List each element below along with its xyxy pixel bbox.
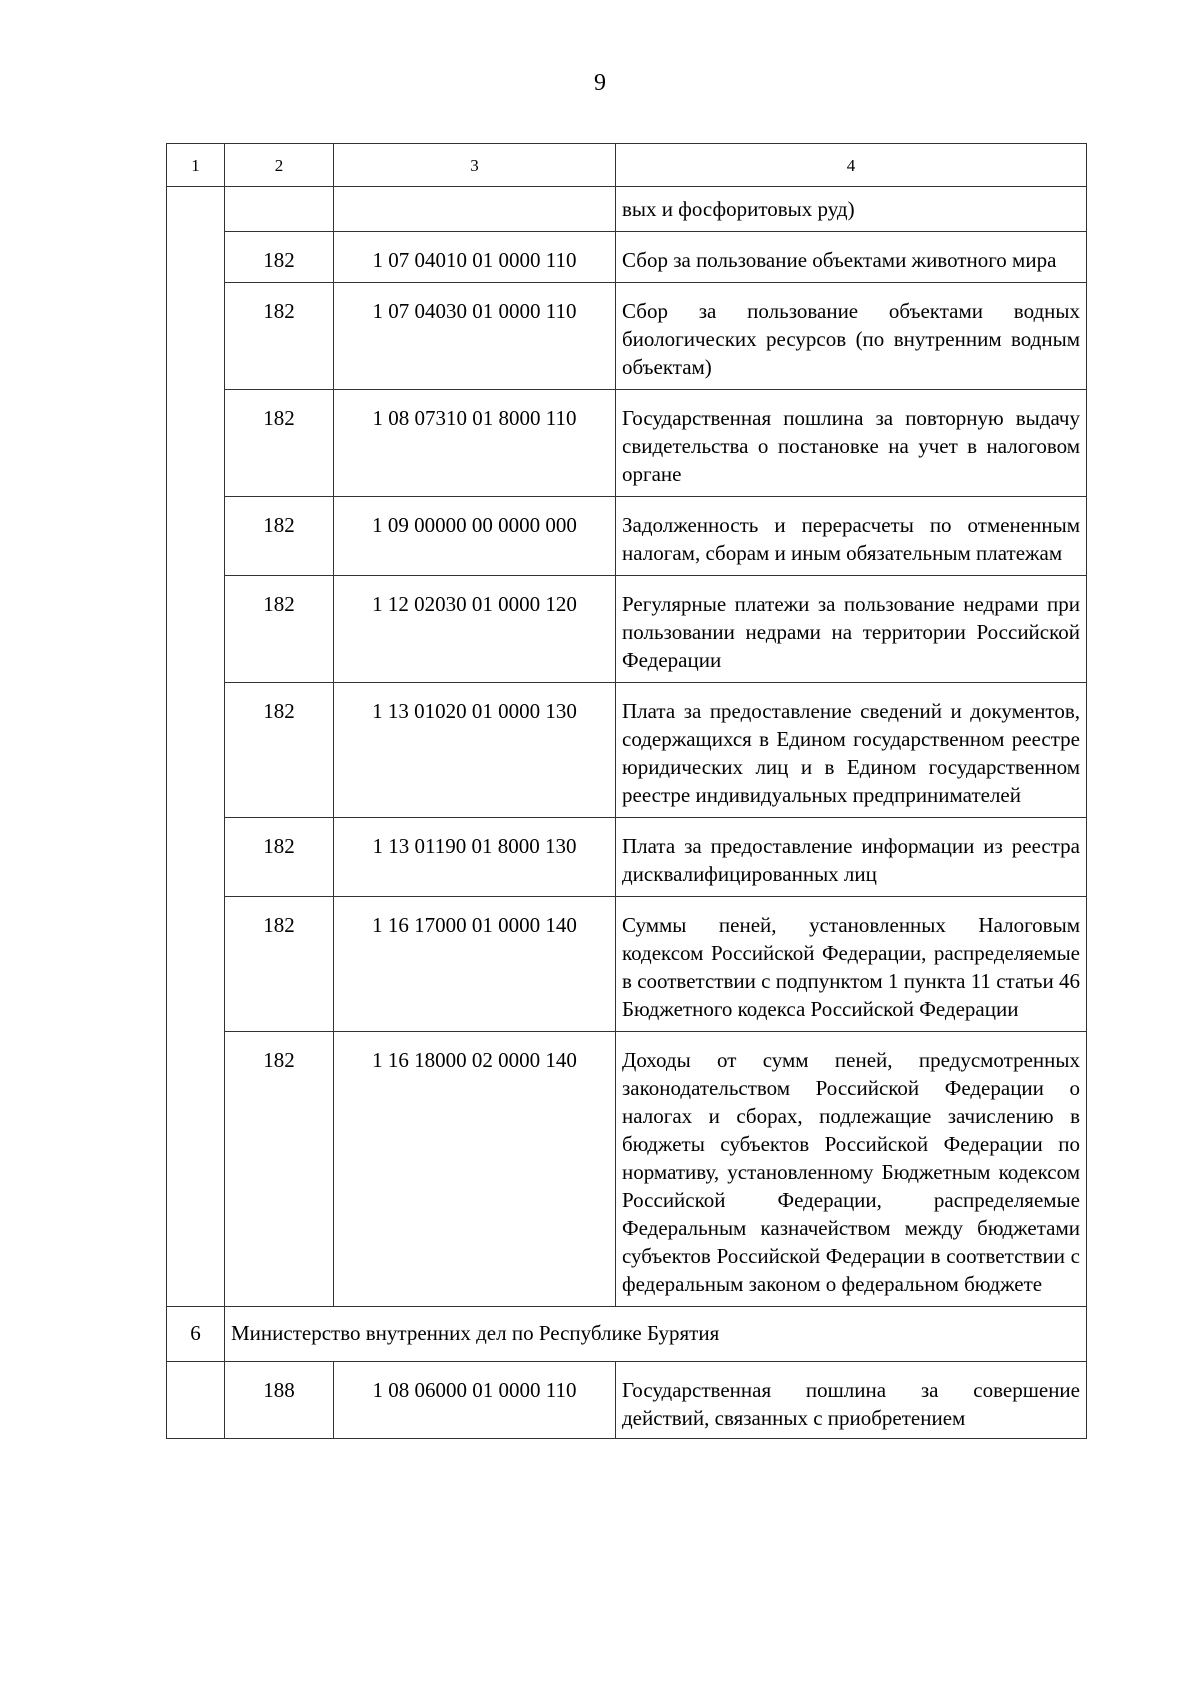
budget-code-cell bbox=[334, 187, 616, 232]
budget-code-cell: 1 12 02030 01 0000 120 bbox=[334, 576, 616, 683]
description-cell: Сбор за пользование объектами водных биологических ресурсов (по внутренним водным объектам) bbox=[616, 283, 1087, 390]
table-row bbox=[167, 497, 1087, 576]
budget-code-cell: 1 07 04010 01 0000 110 bbox=[334, 232, 616, 283]
description-cell: Сбор за пользование объектами животного мира bbox=[616, 232, 1087, 283]
admin-code-cell: 182 bbox=[225, 232, 334, 283]
table-row bbox=[167, 390, 1087, 497]
admin-code-cell: 182 bbox=[225, 1032, 334, 1307]
admin-code-cell: 182 bbox=[225, 576, 334, 683]
group-number-cell bbox=[167, 187, 225, 1307]
admin-code-cell: 182 bbox=[225, 497, 334, 576]
section-row bbox=[167, 1307, 1087, 1362]
admin-code-cell bbox=[225, 187, 334, 232]
table-row bbox=[167, 576, 1087, 683]
budget-code-cell: 1 09 00000 00 0000 000 bbox=[334, 497, 616, 576]
admin-code-cell: 182 bbox=[225, 683, 334, 818]
table-row bbox=[167, 818, 1087, 897]
description-cell: Государственная пошлина за совершение действий, связанных с приобретением bbox=[616, 1362, 1087, 1439]
header-col-1: 1 bbox=[167, 144, 225, 187]
budget-code-cell: 1 08 06000 01 0000 110 bbox=[334, 1362, 616, 1439]
header-col-3: 3 bbox=[334, 144, 616, 187]
budget-code-cell: 1 16 18000 02 0000 140 bbox=[334, 1032, 616, 1307]
table-row bbox=[167, 283, 1087, 390]
table-row bbox=[167, 897, 1087, 1032]
admin-code-cell: 182 bbox=[225, 283, 334, 390]
budget-code-cell: 1 13 01190 01 8000 130 bbox=[334, 818, 616, 897]
table-row bbox=[167, 683, 1087, 818]
table-row bbox=[167, 1362, 1087, 1439]
admin-code-cell: 182 bbox=[225, 818, 334, 897]
table-row bbox=[167, 1032, 1087, 1307]
budget-code-cell: 1 16 17000 01 0000 140 bbox=[334, 897, 616, 1032]
description-cell: Плата за предоставление сведений и документов, содержащихся в Едином государственном реестре юридических лиц и в Едином государственном реестре индивидуальных предпринимателей bbox=[616, 683, 1087, 818]
description-cell: Государственная пошлина за повторную выдачу свидетельства о постановке на учет в налоговом органе bbox=[616, 390, 1087, 497]
table-row bbox=[167, 187, 1087, 232]
header-col-4: 4 bbox=[616, 144, 1087, 187]
description-cell: Суммы пеней, установленных Налоговым кодексом Российской Федерации, распределяемые в соответствии с подпунктом 1 пункта 11 статьи 46 Бюджетного кодекса Российской Федерации bbox=[616, 897, 1087, 1032]
budget-code-cell: 1 07 04030 01 0000 110 bbox=[334, 283, 616, 390]
description-cell: вых и фосфоритовых руд) bbox=[616, 187, 1087, 232]
revenue-table bbox=[166, 143, 1087, 1439]
description-cell: Регулярные платежи за пользование недрами при пользовании недрами на территории Российской Федерации bbox=[616, 576, 1087, 683]
description-cell: Доходы от сумм пеней, предусмотренных законодательством Российской Федерации о налогах и сборах, подлежащие зачислению в бюджеты субъектов Российской Федерации по нормативу, установленному Бюджетным кодексом Российской Федерации, распределяемые Федеральным казначейством между бюджетами субъектов Российской Федерации в соответствии с федеральным законом о федеральном бюджете bbox=[616, 1032, 1087, 1307]
table-header-row bbox=[167, 144, 1087, 187]
group-number-cell bbox=[167, 1362, 225, 1439]
budget-code-cell: 1 13 01020 01 0000 130 bbox=[334, 683, 616, 818]
section-number-cell: 6 bbox=[167, 1307, 225, 1362]
admin-code-cell: 188 bbox=[225, 1362, 334, 1439]
table-row bbox=[167, 232, 1087, 283]
budget-code-cell: 1 08 07310 01 8000 110 bbox=[334, 390, 616, 497]
description-cell: Плата за предоставление информации из реестра дисквалифицированных лиц bbox=[616, 818, 1087, 897]
description-cell: Задолженность и перерасчеты по отмененным налогам, сборам и иным обязательным платежам bbox=[616, 497, 1087, 576]
section-title-cell: Министерство внутренних дел по Республике Бурятия bbox=[225, 1307, 1087, 1362]
header-col-2: 2 bbox=[225, 144, 334, 187]
admin-code-cell: 182 bbox=[225, 897, 334, 1032]
page-number: 9 bbox=[594, 70, 606, 96]
admin-code-cell: 182 bbox=[225, 390, 334, 497]
